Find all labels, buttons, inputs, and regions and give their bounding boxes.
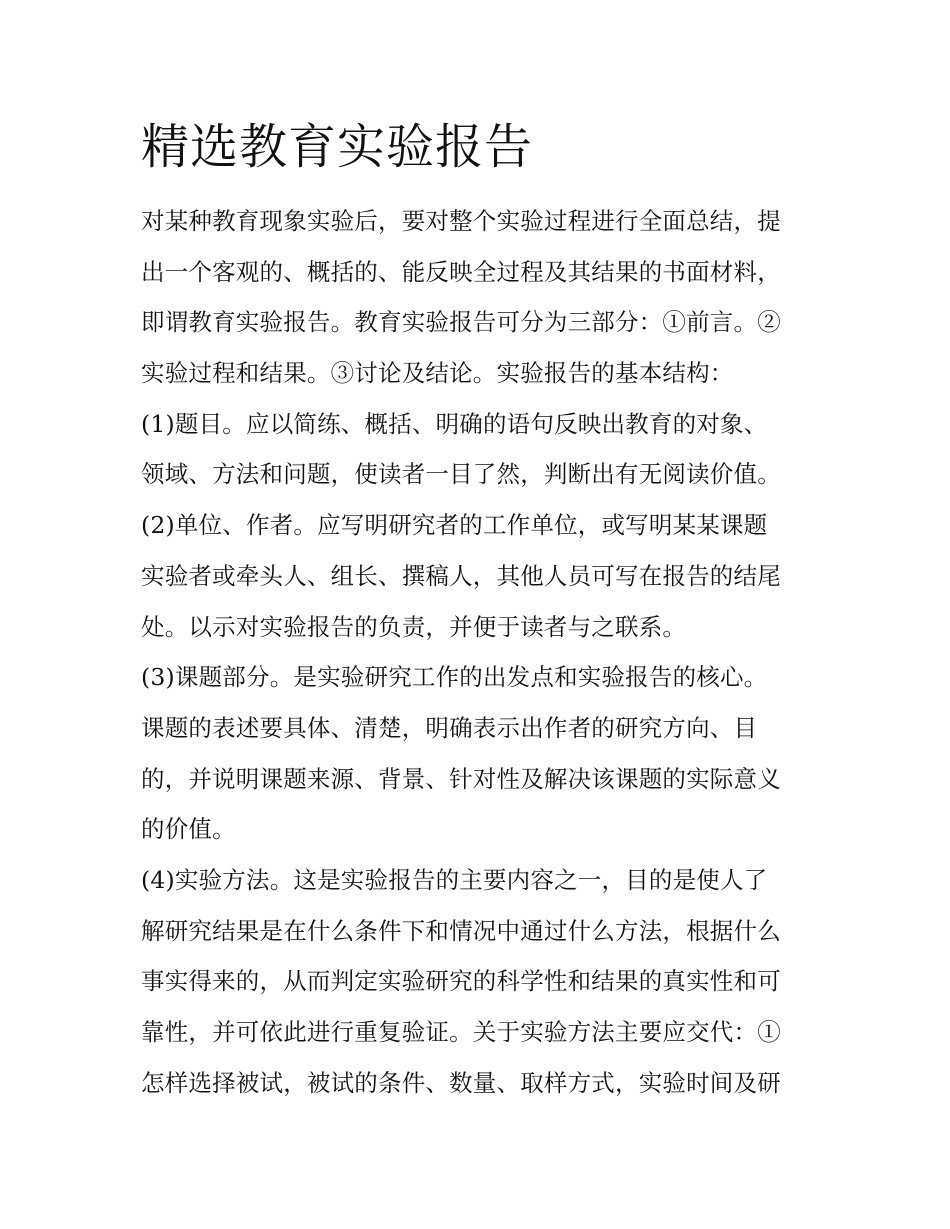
body-line: 领域、方法和问题，使读者一目了然，判断出有无阅读价值。	[141, 460, 781, 489]
body-line: 怎样选择被试，被试的条件、数量、取样方式，实验时间及研	[141, 1068, 781, 1097]
body-line: 的价值。	[141, 815, 236, 844]
document-body	[141, 196, 813, 1108]
body-line: (2)单位、作者。应写明研究者的工作单位，或写明某某课题	[141, 511, 768, 540]
body-line: 靠性，并可依此进行重复验证。关于实验方法主要应交代：①	[141, 1018, 781, 1046]
body-line: 实验者或牵头人、组长、撰稿人，其他人员可写在报告的结尾	[141, 561, 781, 590]
body-line: (4)实验方法。这是实验报告的主要内容之一，目的是使人了	[141, 865, 768, 894]
body-line: 出一个客观的、概括的、能反映全过程及其结果的书面材料，	[141, 257, 781, 286]
body-line: 处。以示对实验报告的负责，并便于读者与之联系。	[141, 612, 687, 641]
body-line: 实验过程和结果。③讨论及结论。实验报告的基本结构：	[141, 359, 734, 388]
body-line: (3)课题部分。是实验研究工作的出发点和实验报告的核心。	[141, 663, 768, 692]
body-line: 对某种教育现象实验后，要对整个实验过程进行全面总结，提	[141, 207, 781, 235]
body-line: 事实得来的，从而判定实验研究的科学性和结果的真实性和可	[141, 967, 781, 996]
body-line: 即谓教育实验报告。教育实验报告可分为三部分：①前言。②	[141, 308, 781, 337]
body-line: 解研究结果是在什么条件下和情况中通过什么方法，根据什么	[141, 916, 781, 945]
document-title: 精选教育实验报告	[141, 119, 534, 175]
body-line: (1)题目。应以简练、概括、明确的语句反映出教育的对象、	[141, 409, 768, 438]
body-line: 的，并说明课题来源、背景、针对性及解决该课题的实际意义	[141, 764, 781, 793]
body-line: 课题的表述要具体、清楚，明确表示出作者的研究方向、目	[141, 713, 758, 742]
